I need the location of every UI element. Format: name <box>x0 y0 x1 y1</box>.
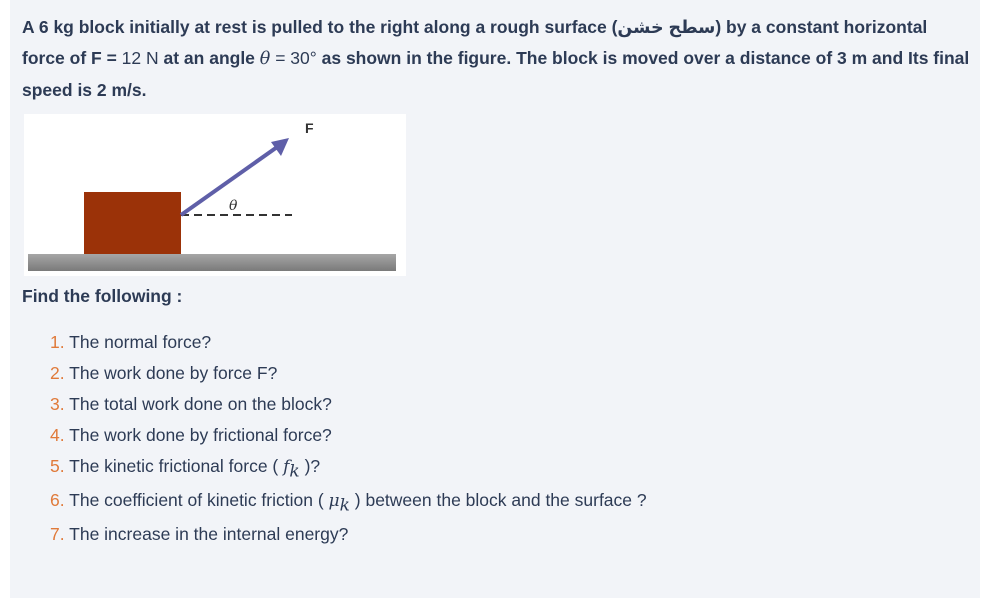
friction-force-symbol: f <box>283 457 290 477</box>
find-heading: Find the following : <box>22 286 183 306</box>
question-item-3 <box>50 390 647 421</box>
question-number: 6. <box>50 490 65 510</box>
figure-svg <box>24 114 406 276</box>
question-number: 5. <box>50 456 65 476</box>
question-text: The total work done on the block? <box>69 394 332 414</box>
question-number: 4. <box>50 425 65 445</box>
subscript-k: k <box>289 461 300 482</box>
problem-text-1: A 6 kg block initially at rest is pulled to the right along a rough surface ( <box>22 17 618 37</box>
problem-statement <box>22 12 972 106</box>
ground-surface <box>28 254 396 271</box>
problem-arabic-term: سطح خشن <box>617 17 716 37</box>
problem-text-2: ) by a constant horizontal force of F = <box>22 17 928 68</box>
question-text-end: ) between the block and the surface ? <box>349 490 647 510</box>
angle-value: = 30° <box>270 48 317 68</box>
theta-symbol: θ <box>259 49 271 69</box>
question-text: The normal force? <box>69 332 212 352</box>
question-number: 1. <box>50 332 65 352</box>
question-item-2 <box>50 359 647 390</box>
question-text-end: )? <box>299 456 321 476</box>
question-text: The increase in the internal energy? <box>69 524 349 544</box>
block <box>84 192 181 254</box>
question-text: The coefficient of kinetic friction ( <box>69 490 329 510</box>
question-list <box>50 328 647 551</box>
subscript-k: k <box>339 495 350 516</box>
force-label: F <box>305 120 314 136</box>
question-number: 3. <box>50 394 65 414</box>
question-item-7 <box>50 520 647 551</box>
question-item-4 <box>50 421 647 452</box>
question-item-6 <box>50 486 647 520</box>
force-arrow-head <box>271 138 289 156</box>
question-text: The kinetic frictional force ( <box>69 456 284 476</box>
problem-text-4: as shown in the figure. The block is moved over a distance of 3 m and Its final speed is 2 m/s. <box>22 48 970 100</box>
problem-text-3: at an angle <box>158 48 260 68</box>
question-item-5 <box>50 452 647 486</box>
question-number: 7. <box>50 524 65 544</box>
force-value: 12 N <box>121 48 159 68</box>
angle-label: θ <box>229 198 238 214</box>
question-text: The work done by force F? <box>69 363 278 383</box>
question-text: The work done by frictional force? <box>69 425 332 445</box>
question-item-1 <box>50 328 647 359</box>
mu-symbol: μ <box>328 491 340 511</box>
question-number: 2. <box>50 363 65 383</box>
block-figure <box>24 114 406 276</box>
